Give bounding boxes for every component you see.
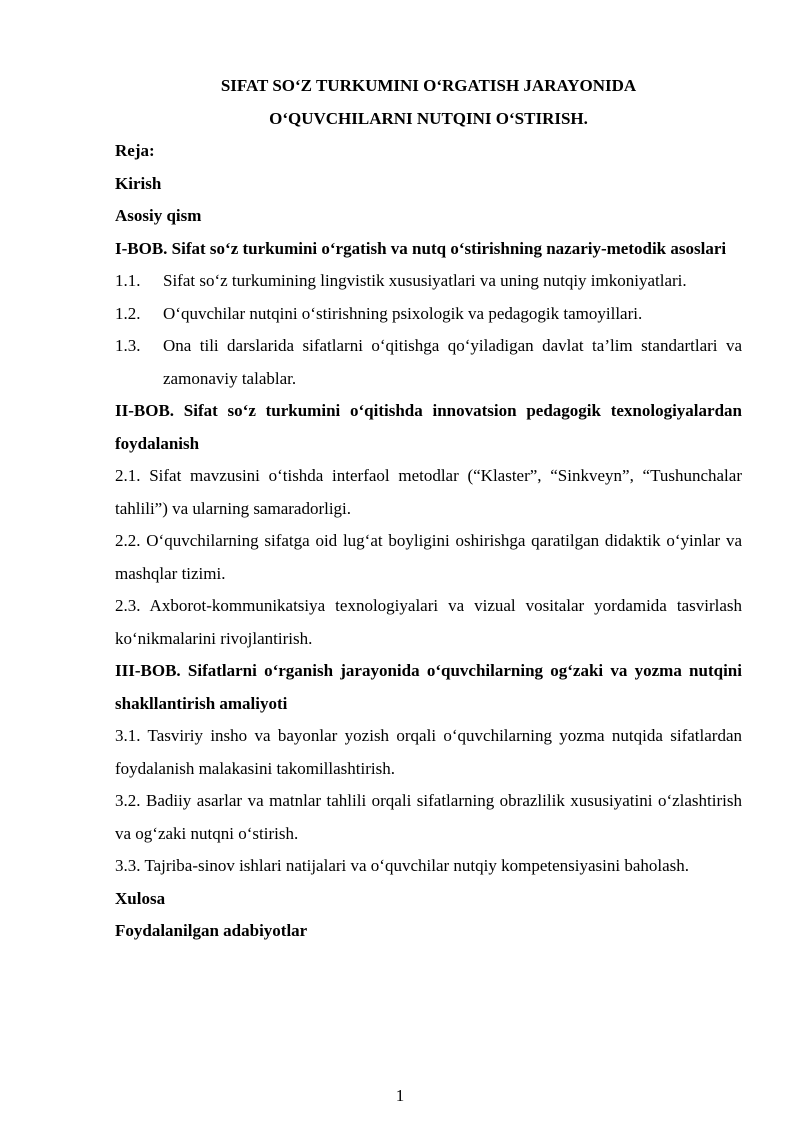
section-3-3: 3.3. Tajriba-sinov ishlari natijalari va o‘quvchilar nutqiy kompetensiyasini baholash. (115, 856, 690, 875)
page-number: 1 (395, 1086, 405, 1105)
section-text: Ona tili darslarida sifatlarni o‘qitishga qo‘yiladigan davlat ta’lim standartlari va zamonaviy talablar. (163, 336, 742, 388)
chapter-1-heading: I-BOB. Sifat so‘z turkumini o‘rgatish va nutq o‘stirishning nazariy-metodik asoslari (115, 238, 727, 258)
chapter-3-heading: III-BOB. Sifatlarni o‘rganish jarayonida o‘quvchilarning og‘zaki va yozma nutqini shakllantirish amaliyoti (115, 661, 742, 713)
section-2-3: 2.3. Axborot-kommunikatsiya texnologiyalari va vizual vositalar yordamida tasvirlash ko‘nikmalarini rivojlantirish. (115, 596, 742, 648)
section-text: O‘quvchilar nutqini o‘stirishning psixologik va pedagogik tamoyillari. (163, 303, 643, 323)
section-number: 1.3. (115, 336, 141, 355)
plan-heading: Reja: (115, 141, 155, 160)
section-3-1: 3.1. Tasviriy insho va bayonlar yozish orqali o‘quvchilarning yozma nutqida sifatlardan foydalanish malakasini takomillashtirish. (115, 726, 742, 778)
chapter-2-heading: II-BOB. Sifat so‘z turkumini o‘qitishda innovatsion pedagogik texnologiyalardan foydalanish (115, 401, 742, 453)
section-1-2 (115, 298, 742, 331)
introduction-heading: Kirish (115, 173, 162, 193)
section-3-2: 3.2. Badiiy asarlar va matnlar tahlili orqali sifatlarning obrazlilik xususiyatini o‘zlashtirish va og‘zaki nutqni o‘stirish. (115, 791, 742, 843)
document-title (115, 70, 742, 135)
section-text: Sifat so‘z turkumining lingvistik xususiyatlari va uning nutqiy imkoniyatlari. (163, 271, 687, 290)
references-heading: Foydalanilgan adabiyotlar (115, 921, 308, 940)
section-2-2: 2.2. O‘quvchilarning sifatga oid lug‘at boyligini oshirishga qaratilgan didaktik o‘yinlar va mashqlar tizimi. (115, 531, 742, 583)
title-line-1: SIFAT SO‘Z TURKUMINI O‘RGATISH JARAYONIDA (220, 76, 637, 95)
section-2-1: 2.1. Sifat mavzusini o‘tishda interfaol metodlar (“Klaster”, “Sinkveyn”, “Tushunchalar tahlili”) va ularning samaradorligi. (115, 466, 742, 518)
document-page (115, 70, 742, 948)
main-part-heading: Asosiy qism (115, 206, 202, 225)
section-1-3 (115, 330, 742, 395)
section-number: 1.2. (115, 303, 141, 323)
conclusion-heading: Xulosa (115, 888, 166, 908)
section-number: 1.1. (115, 271, 141, 290)
title-line-2: O‘QUVCHILARNI NUTQINI O‘STIRISH. (269, 108, 588, 128)
section-1-1 (115, 265, 742, 298)
